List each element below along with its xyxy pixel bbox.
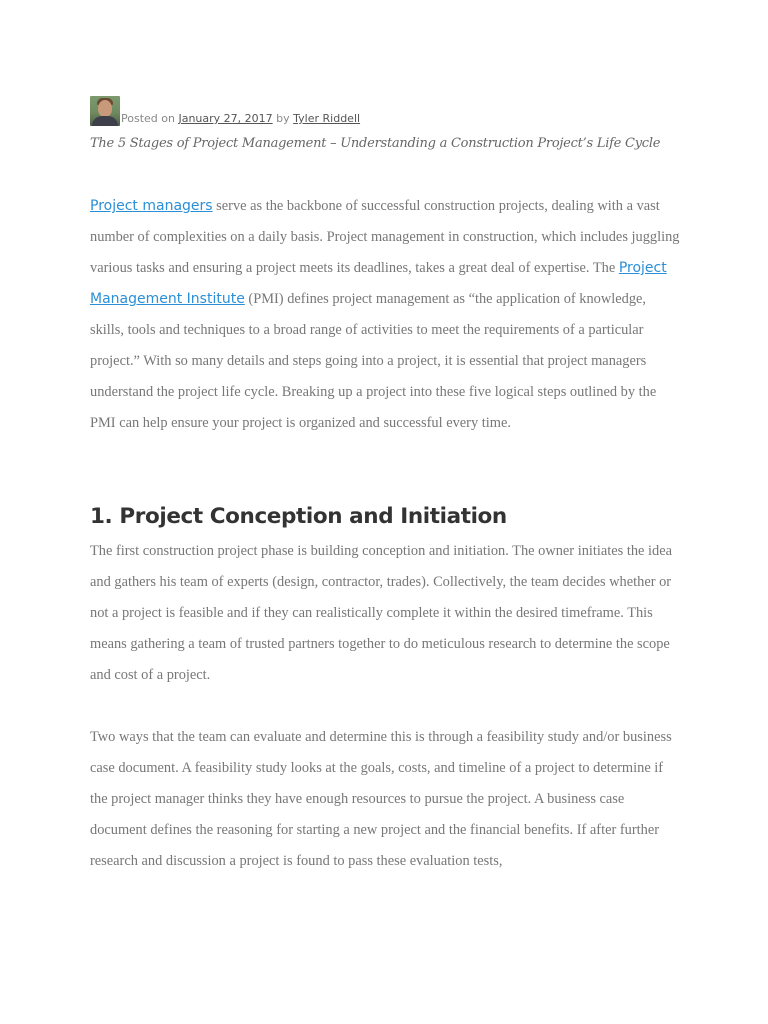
avatar-shirt	[92, 116, 118, 126]
section-paragraph-2: Two ways that the team can evaluate and determine this is through a feasibility study and/or business case document. A feasibility study looks at the goals, costs, and timeline of a project to determine if the project manager thinks they have enough resources to pursue the project. A business case document defines the reasoning for starting a new project and the financial benefits. If after further research and discussion a project is found to pass these evaluation tests,	[90, 729, 672, 869]
intro-text-1: serve as the backbone of successful construction projects, dealing with a vast number of complexities on a daily basis. Project management in construction, which includes juggling various tasks and ensuring a project meets its deadlines, takes a great deal of expertise. The	[90, 198, 680, 276]
by-label: by	[272, 112, 294, 125]
post-meta-text	[121, 112, 360, 126]
author-link[interactable]: Tyler Riddell	[293, 112, 361, 125]
article-subtitle: The 5 Stages of Project Management – Understanding a Construction Project’s Life Cycle	[90, 136, 661, 151]
article	[90, 92, 680, 877]
section-heading: 1. Project Conception and Initiation	[90, 504, 507, 529]
pmi-link[interactable]: Project Management Institute	[90, 260, 667, 307]
posted-on-label: Posted on	[121, 112, 179, 125]
section-paragraph-1: The first construction project phase is building conception and initiation. The owner initiates the idea and gathers his team of experts (design, contractor, trades). Collectively, the team decides whether or not a project is feasible and if they can realistically complete it within the desired timeframe. This means gathering a team of trusted partners together to do meticulous research to determine the scope and cost of a project.	[90, 543, 673, 683]
intro-paragraph	[90, 191, 680, 439]
author-avatar[interactable]	[90, 96, 120, 126]
post-date-link[interactable]: January 27, 2017	[178, 112, 273, 125]
intro-text-2: (PMI) defines project management as “the application of knowledge, skills, tools and techniques to a broad range of activities to meet the requirements of a particular project.” With so many details and steps going into a project, it is essential that project managers understand the project life cycle. Breaking up a project into these five logical steps outlined by the PMI can help ensure your project is organized and successful every time.	[90, 291, 657, 431]
project-managers-link[interactable]: Project managers	[90, 198, 213, 214]
avatar-head	[98, 100, 112, 117]
post-meta	[90, 92, 680, 126]
